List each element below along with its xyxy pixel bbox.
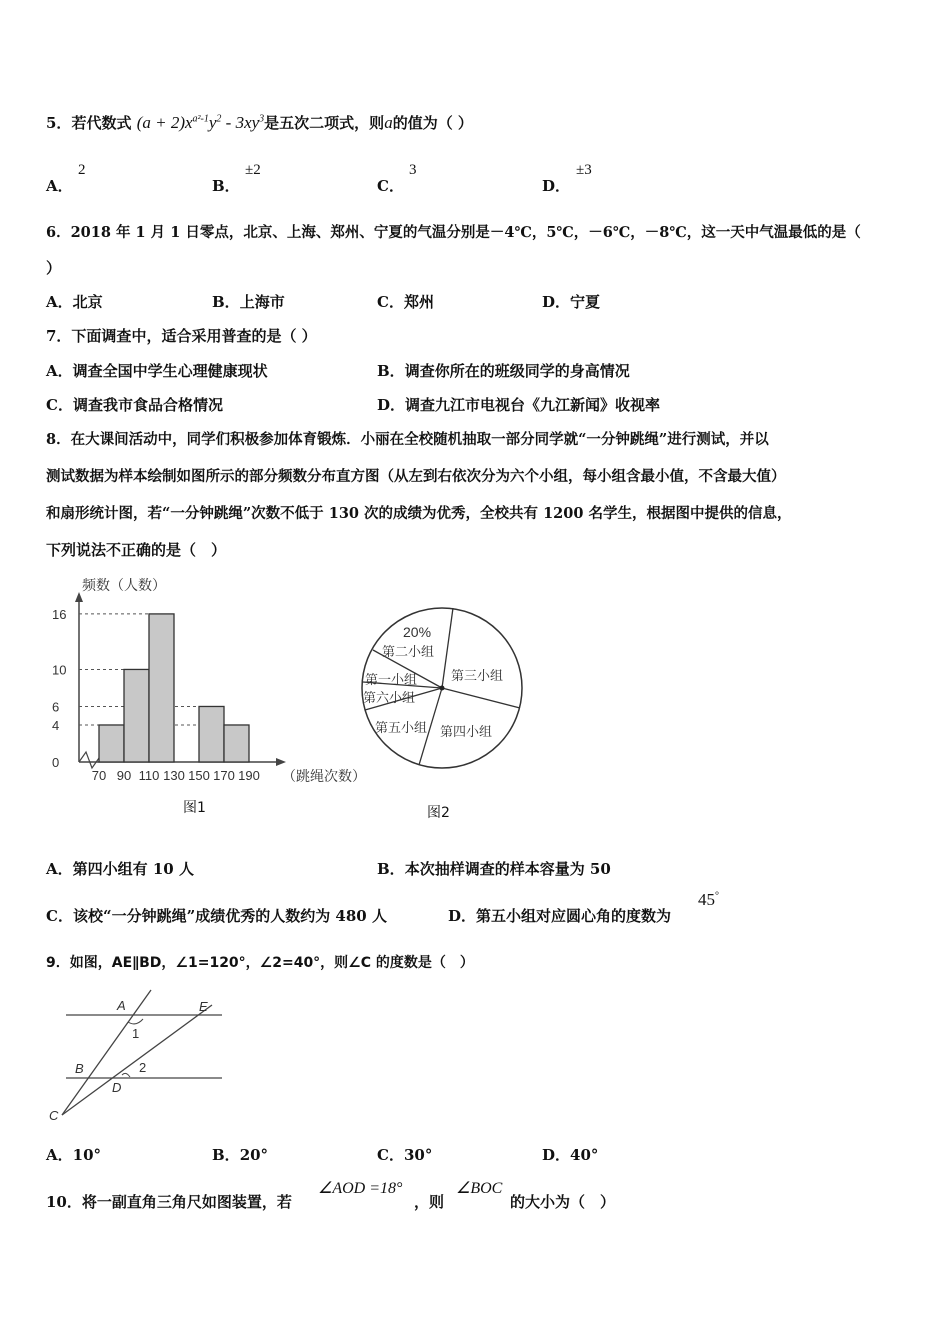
x-tick-label: 170	[213, 768, 235, 783]
q5-option-c-value: 3	[409, 162, 417, 178]
q6-option-c[interactable]: C．郑州	[377, 293, 434, 311]
q10-stem-mid: ，则	[414, 1193, 445, 1211]
q7-stem: 7．下面调查中，适合采用普查的是（ ）	[46, 327, 317, 345]
x-axis-label: （跳绳次数）	[282, 768, 366, 784]
q9-option-b[interactable]: B．20°	[212, 1146, 269, 1164]
label-1: 1	[132, 1026, 140, 1041]
q5-option-c[interactable]: C．	[377, 177, 404, 195]
label-2: 2	[139, 1060, 147, 1075]
label-C: C	[49, 1108, 59, 1123]
q9-geometry-figure	[44, 985, 234, 1125]
line-CE	[62, 1005, 212, 1115]
q10-stem-end: 的大小为（ ）	[510, 1193, 616, 1211]
y-axis-label: 频数（人数）	[82, 577, 166, 593]
q8-stem-line2: 测试数据为样本绘制如图所示的部分频数分布直方图（从左到右依次分为六个小组，每小组含最小值，不含最大值）	[46, 468, 786, 485]
q5-option-a-value: 2	[78, 162, 86, 178]
q8-figure1-caption: 图1	[183, 800, 206, 816]
q5-expression: $(a + 2)x^{a^2-1}y^2 - 3xy^3$	[136, 113, 265, 132]
pie-label-group4: 第四小组	[440, 724, 493, 739]
q8-option-a[interactable]: A．第四小组有 10 人	[46, 860, 194, 878]
q8-option-c[interactable]: C．该校“一分钟跳绳”成绩优秀的人数约为 480 人	[46, 907, 387, 925]
pie-label-group6: 第六小组	[363, 690, 416, 705]
y-tick-label: 6	[52, 699, 60, 715]
q5-option-b[interactable]: B．	[212, 177, 240, 195]
label-D: D	[112, 1080, 122, 1095]
q5-option-d[interactable]: D．	[542, 177, 571, 195]
label-A: A	[117, 998, 126, 1013]
y-tick-label: 4	[52, 717, 60, 733]
q6-option-b[interactable]: B．上海市	[212, 293, 285, 311]
q9-stem: 9．如图，AE∥BD，∠1=120°，∠2=40°，则∠C 的度数是（ ）	[46, 955, 474, 971]
q10-stem: 10．将一副直角三角尺如图装置，若	[46, 1193, 292, 1211]
q7-option-c[interactable]: C．调查我市食品合格情况	[46, 396, 223, 414]
pie-label-group3: 第三小组	[451, 668, 504, 683]
q7-option-b[interactable]: B．调查你所在的班级同学的身高情况	[377, 362, 630, 380]
histogram-bar-70-90	[99, 725, 124, 762]
histogram-bar-110-130	[149, 614, 174, 762]
q5-stem: 5．若代数式 $(a + 2)x^{a^2-1}y^2 - 3xy^3$是五次二项式，则a的值为（ ）	[46, 113, 473, 132]
line-CA	[62, 990, 151, 1115]
q5-option-a[interactable]: A．	[46, 177, 73, 195]
label-E: E	[199, 999, 208, 1014]
q5-option-b-value: ±2	[245, 162, 261, 178]
q8-option-d[interactable]: D．第五小组对应圆心角的度数为	[448, 907, 672, 925]
q9-option-a[interactable]: A．10°	[46, 1146, 102, 1164]
q6-stem-line1: 6．2018 年 1 月 1 日零点，北京、上海、郑州、宁夏的气温分别是－4℃，5℃，－6℃，－8℃，这一天中气温最低的是（	[46, 224, 861, 241]
q8-stem-line3: 和扇形统计图，若“一分钟跳绳”次数不低于 130 次的成绩为优秀，全校共有 1200 名学生，根据图中提供的信息，	[46, 505, 792, 522]
q8-stem-line4: 下列说法不正确的是（ ）	[46, 541, 227, 559]
q8-option-b[interactable]: B．本次抽样调查的样本容量为 50	[377, 860, 611, 878]
histogram-bar-150-170	[199, 706, 224, 762]
q10-math-aod: ∠AOD =18°	[318, 1180, 403, 1197]
q10-math-boc: ∠BOC	[456, 1180, 503, 1197]
x-tick-label: 150	[188, 768, 210, 783]
histogram-bar-90-110	[124, 669, 149, 762]
x-tick-label: 190	[238, 768, 260, 783]
pie-center	[440, 686, 445, 691]
x-tick-label: 110	[138, 768, 160, 783]
q5-option-d-value: ±3	[576, 162, 592, 178]
x-axis-arrow	[276, 758, 286, 766]
q9-option-c[interactable]: C．30°	[377, 1146, 433, 1164]
y-tick-label: 10	[52, 662, 67, 678]
q6-stem-line2: ）	[46, 259, 62, 277]
histogram-bar-170-190	[224, 725, 249, 762]
q6-option-d[interactable]: D．宁夏	[542, 293, 601, 311]
q8-stem-line1: 8．在大课间活动中，同学们积极参加体育锻炼．小丽在全校随机抽取一部分同学就“一分钟跳绳”进行测试，并以	[46, 431, 769, 448]
q8-option-d-value: 45°	[698, 890, 719, 909]
y-tick-label: 16	[52, 606, 67, 622]
q6-option-a[interactable]: A．北京	[46, 293, 103, 311]
angle2-arc	[122, 1073, 130, 1077]
pie-label-group2: 第二小组	[382, 644, 435, 659]
q8-pie-chart	[355, 590, 535, 780]
pie-label-group1: 第一小组	[365, 672, 418, 687]
q7-option-d[interactable]: D．调查九江市电视台《九江新闻》收视率	[377, 396, 661, 414]
axis-break	[79, 752, 99, 768]
pie-label-group5: 第五小组	[375, 720, 428, 735]
q9-option-d[interactable]: D．40°	[542, 1146, 599, 1164]
x-tick-label: 70	[91, 768, 107, 783]
x-tick-label: 90	[116, 768, 132, 783]
label-B: B	[75, 1061, 84, 1076]
pie-annotation-20pct: 20%	[403, 624, 432, 640]
x-tick-label: 130	[163, 768, 185, 783]
q8-histogram	[44, 572, 374, 822]
y-axis-arrow	[75, 592, 83, 602]
q8-figure2-caption: 图2	[427, 805, 450, 821]
q7-option-a[interactable]: A．调查全国中学生心理健康现状	[46, 362, 268, 380]
y-tick-label: 0	[52, 755, 60, 770]
